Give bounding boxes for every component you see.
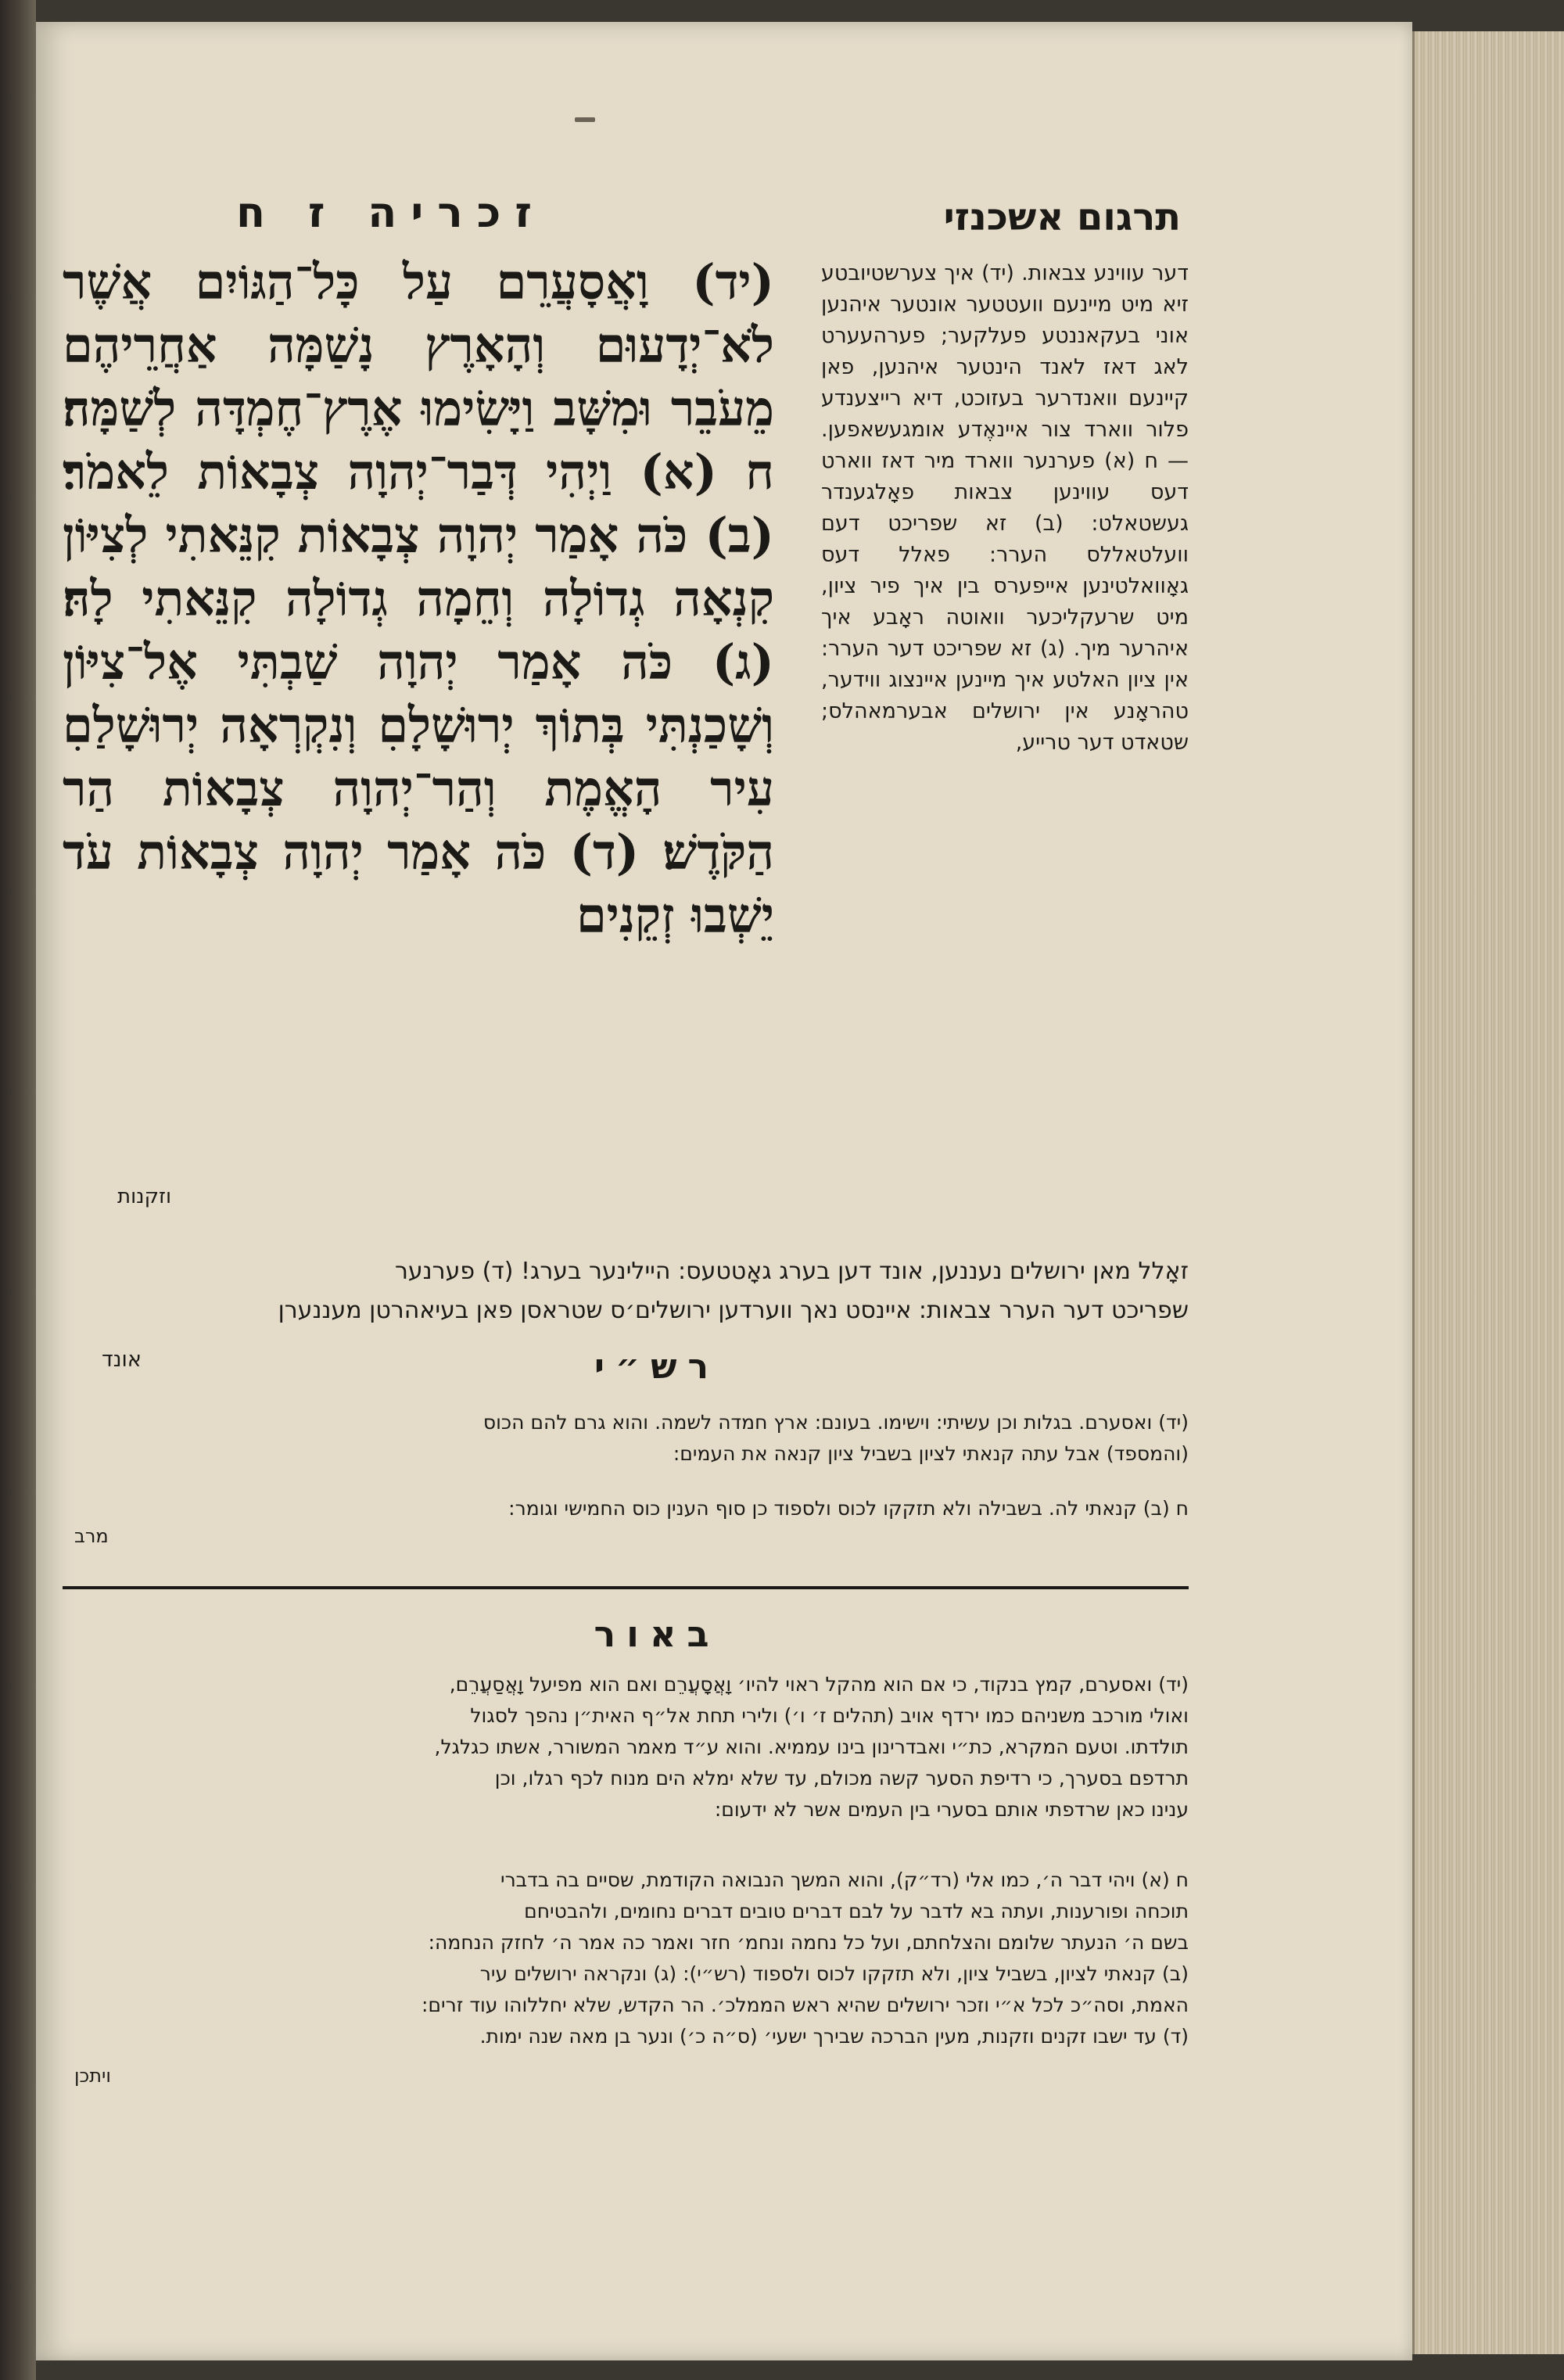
rashi-line-1: (יד) ואסערם. בגלות וכן עשיתי: וישימו. בעונם: ארץ חמדה לשמה. והוא גרם להם הכוס: [482, 1411, 1189, 1434]
biur-line-4: תרדפם בסערך, כי רדיפת הסער קשה מכולם, עד שלא ימלא הים מנוח לכף רגלו, וכן: [494, 1767, 1189, 1789]
hebrew-catchword: וזקנות: [117, 1185, 172, 1208]
biur-line-6: ח (א) ויהי דבר ה׳, כמו אלי (רד״ק), והוא המשך הנבואה הקודמת, שסיים בה בדברי: [500, 1868, 1189, 1891]
biur-line-1: (יד) ואסערם, קמץ בנקוד, כי אם הוא מהקל ראוי להיו׳ וָאֲסָעֲרֵם ואם הוא מפיעל וָאֲסַעֲרֵם,: [449, 1673, 1189, 1696]
printer-mark: [575, 117, 595, 122]
rashi-heading: רש״י: [594, 1347, 720, 1387]
biur-line-7: תוכחה ופורענות, ועתה בא לדבר על לבם דברים טובים דברים נחומים, ולהבטיחם: [524, 1900, 1189, 1922]
book-binding: [0, 0, 36, 2380]
biur-line-8: בשם ה׳ הנעתר שלומם והצלחתם, ועל כל נחמה ונחמ׳ חזר ואמר כה אמר ה׳ לחזק הנחמה:: [428, 1931, 1189, 1954]
rashi-line-2: (והמספד) אבל עתה קנאתי לציון בשביל ציון קנאה את העמים:: [673, 1442, 1189, 1465]
translation-continuation-line-1: זאָלל מאן ירושלים נעננען, אונד דען בערג גאָטטעס: היילינער בערג! (ד) פערנער: [394, 1258, 1189, 1285]
section-divider-rule: [63, 1586, 1189, 1589]
biur-catchword: ויתכן: [74, 2065, 111, 2087]
biur-line-5: ענינו כאן שרדפתי אותם בסערי בין העמים אשר לא ידעום:: [714, 1798, 1189, 1821]
biur-heading: באור: [594, 1613, 720, 1655]
biur-line-3: תולדתו. וטעם המקרא, כת״י ואבדרינון בינו עממיא. והוא ע״ד מאמר המשורר, אשתו כגלגל,: [434, 1736, 1189, 1758]
biur-line-10: האמת, וסה״כ לכל א״י וזכר ירושלים שהיא ראש הממלכ׳. הר הקדש, שלא יחללוהו עוד זרים:: [421, 1994, 1189, 2016]
page-edges: [1412, 31, 1564, 2354]
german-translation-column: דער עווינע צבאות. (יד) איך צערשטיובטע זיא מיט מיינעם וועטטער אונטער איהנען אוני בעקאננטע פעלקער; פערהעערט לאג דאז לאנד הינטער איהנען, פאן קיינעם וואנדרער בעזוכט, דיא רייצענדע פלור ווארד צור איינאֶדע אומגעשאפען. — ח (א) פערנער ווארד מיר דאז ווארט דעס עווינען צבאות פאָלגענדר געשטאלט: (ב) זא שפריכט דעם וועלטאללס הערר: פאלל דעס גאָוואלטינען אייפערס בין איך פיר ציון, מיט שרעקליכער וואוטה ראָבע איך איהרער מיך. (ג) זא שפריכט דער הערר: אין ציון האלטע איך מיינען איינצוג ווידער, טהראָנע אין ירושלים אבערמאהלס; שטאדט דער טרייע,: [821, 261, 1189, 755]
rashi-line-3: ח (ב) קנאתי לה. בשבילה ולא תזקקו לכוס ולספוד כן סוף הענין כוס החמישי וגומר:: [508, 1497, 1189, 1520]
hebrew-scripture-column: (יד) וָאֲסָעֲרֵם עַל כָּל־הַגּוֹיִם אֲשֶׁר לֹא־יְדָעוּם וְהָאָרֶץ נָשַׁמָּה אַחֲרֵיהֶם מֵעֹבֵר וּמִשָּׁב וַיָּשִׂימוּ אֶרֶץ־חֶמְדָּה לְשַׁמָּה׃ ח (א) וַיְהִי דְּבַר־יְהוָה צְבָאוֹת לֵאמֹר׃ (ב) כֹּה אָמַר יְהוָה צְבָאוֹת קִנֵּאתִי לְצִיּוֹן קִנְאָה גְדוֹלָה וְחֵמָה גְדוֹלָה קִנֵּאתִי לָהּ׃ (ג) כֹּה אָמַר יְהוָה שַׁבְתִּי אֶל־צִיּוֹן וְשָׁכַנְתִּי בְּתוֹךְ יְרוּשָׁלָםִ וְנִקְרְאָה יְרוּשָׁלַםִ עִיר הָאֱמֶת וְהַר־יְהוָה צְבָאוֹת הַר הַקֹּדֶשׁ׃ (ד) כֹּה אָמַר יְהוָה צְבָאוֹת עֹד יֵשְׁבוּ זְקֵנִים: [63, 253, 774, 944]
running-header-book-chapter: זכריה ז ח: [235, 188, 547, 237]
rashi-catchword: מרב: [74, 1525, 109, 1547]
biur-line-9: (ב) קנאתי לציון, בשביל ציון, ולא תזקקו לכוס ולספוד (רש״י): (ג) ונקראה ירושלים עיר: [479, 1962, 1189, 1985]
biur-line-11: (ד) עד ישבו זקנים וזקנות, מעין הברכה שבירך ישעי׳ (ס״ה כ׳) ונער בן מאה שנה ימות.: [479, 2025, 1189, 2048]
running-header-translation: תרגום אשכנזי: [943, 196, 1181, 239]
translation-catchword: אונד: [102, 1348, 142, 1372]
translation-continuation-line-2: שפריכט דער הערר צבאות: איינסט נאך ווערדען ירושלים׳ס שטראסן פאן בעיאהרטן מעננערן: [278, 1297, 1189, 1324]
biur-line-2: ואולי מורכב משניהם כמו ירדף אויב (תהלים ז׳ ו׳) ולירי תחת אל״ף האית״ן נהפך לסגול: [470, 1704, 1189, 1727]
